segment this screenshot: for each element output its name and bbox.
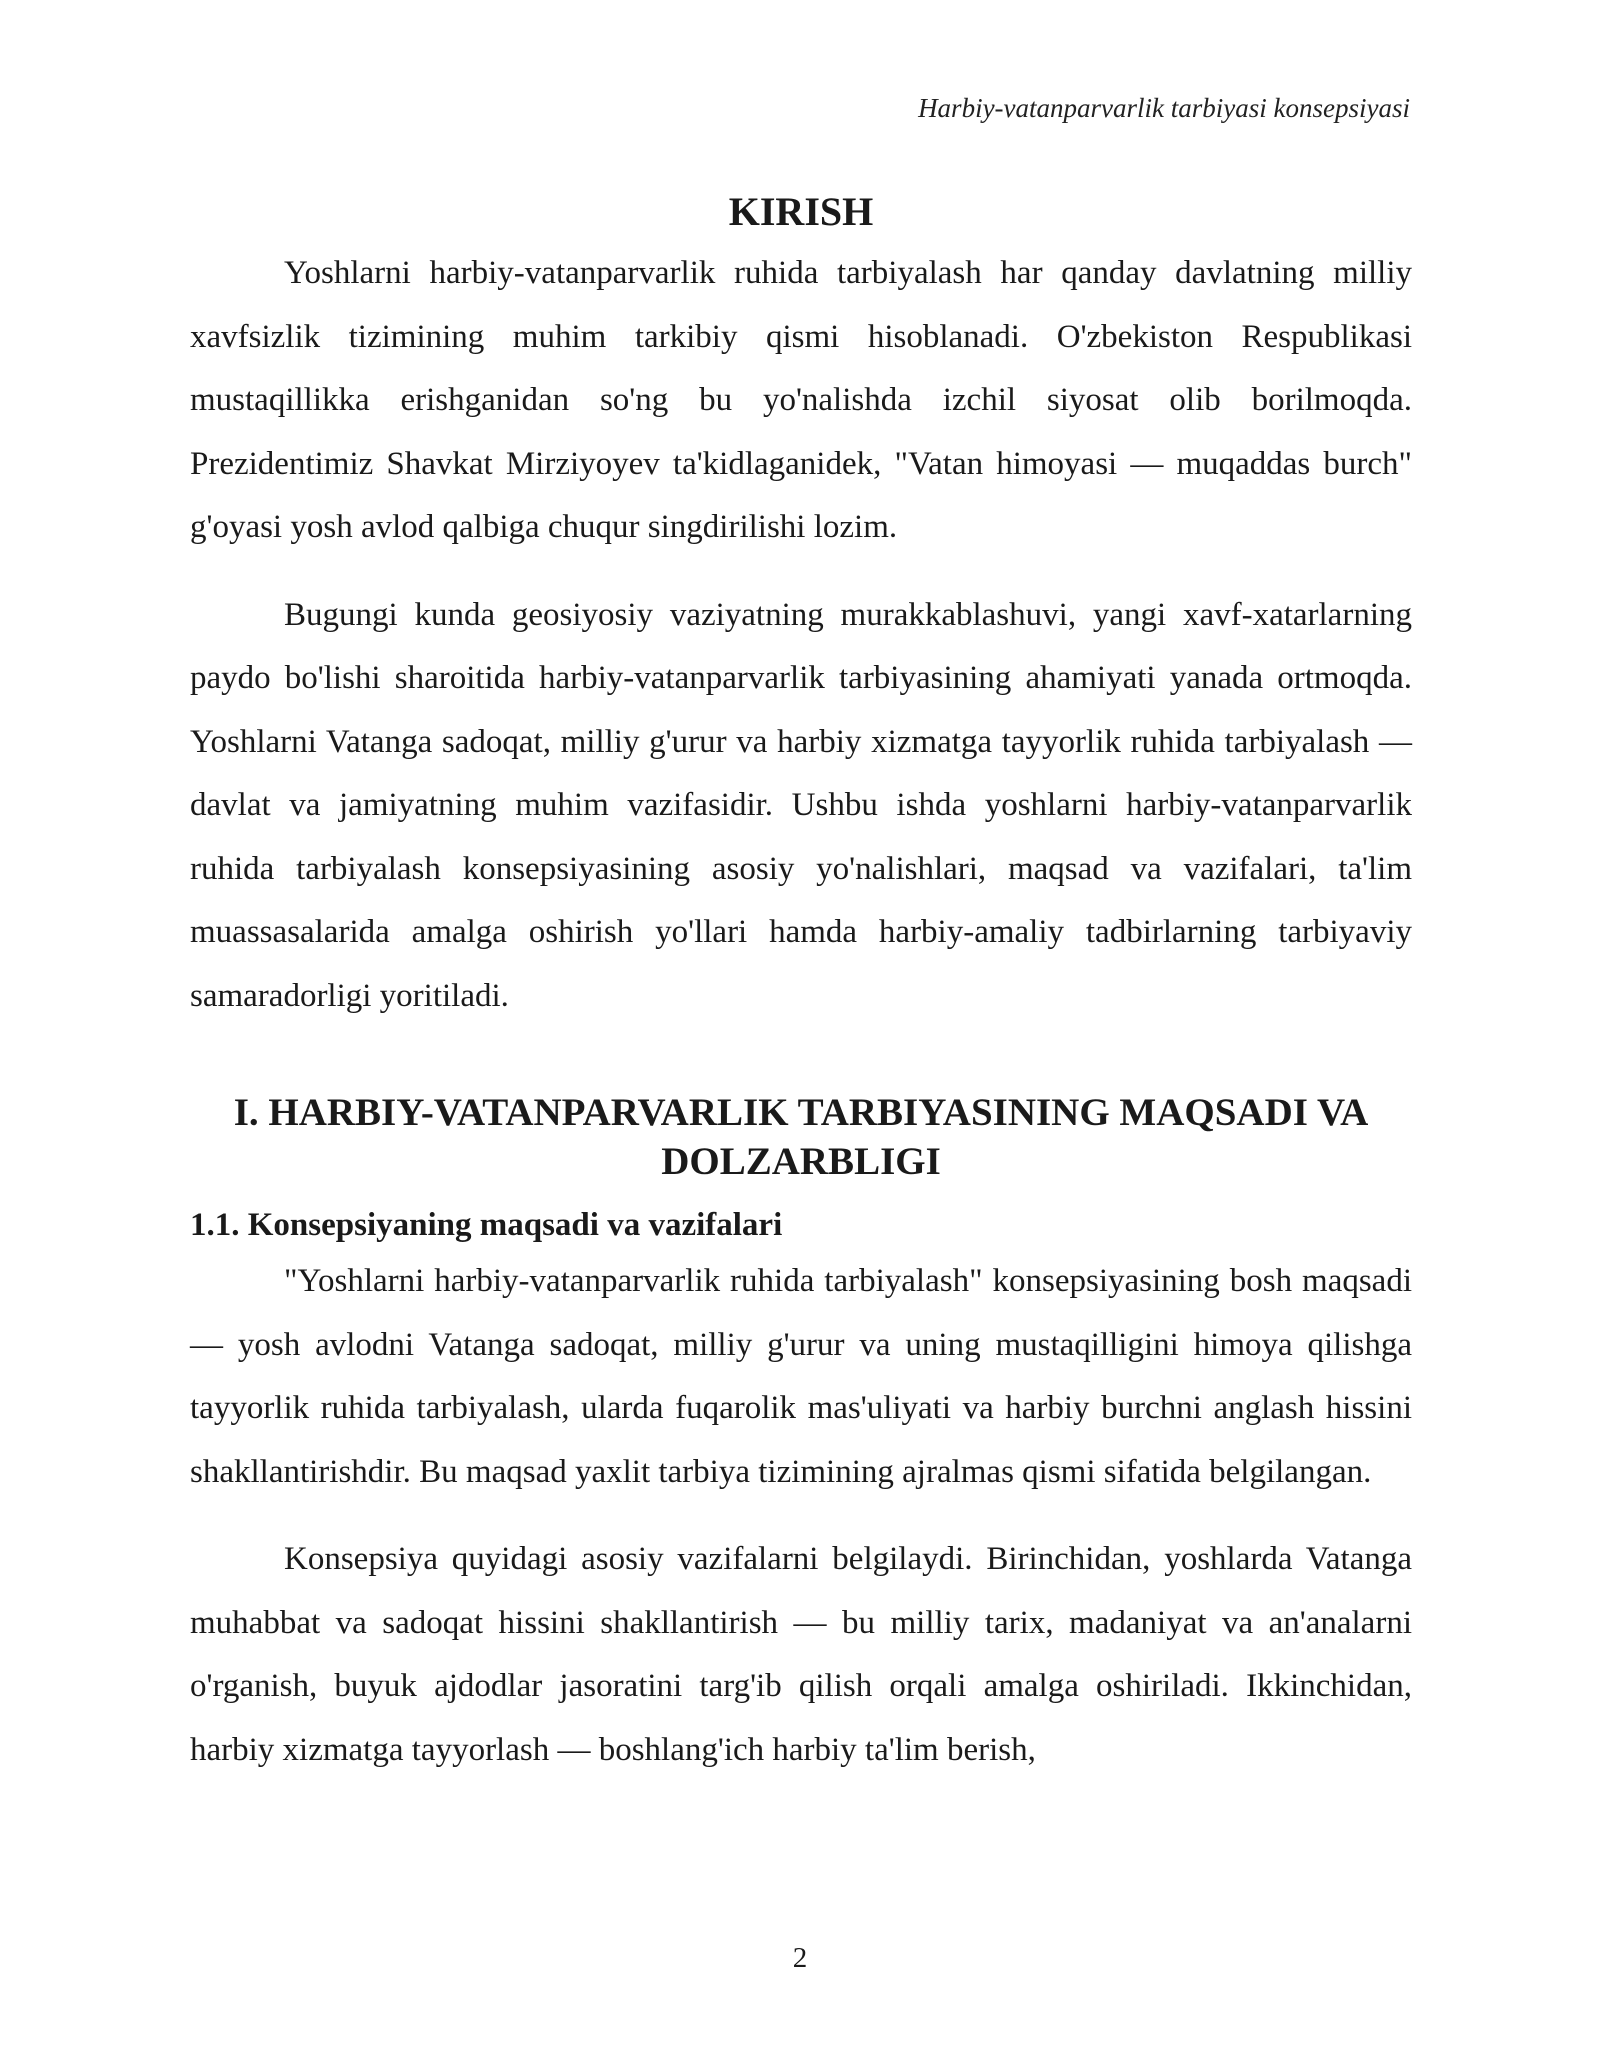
intro-paragraph-1: Yoshlarni harbiy-vatanparvarlik ruhida tarbiyalash har qanday davlatning milliy xavfsizlik tizimining muhim tarkibiy qismi hisoblanadi. O'zbekiston Respublikasi mustaqillikka erishganidan so'ng bu yo'nalishda izchil siyosat olib borilmoqda. Prezidentimiz Shavkat Mirziyoyev ta'kidlaganidek, "Vatan himoyasi — muqaddas burch" g'oyasi yosh avlod qalbiga chuqur singdirilishi lozim. [190, 255, 1412, 545]
page-number: 2 [792, 1942, 808, 1974]
page-content [190, 186, 1412, 1782]
subsection-paragraph-1: "Yoshlarni harbiy-vatanparvarlik ruhida tarbiyalash" konsepsiyasining bosh maqsadi — yosh avlodni Vatanga sadoqat, milliy g'urur va uning mustaqilligini himoya qilishga tayyorlik ruhida tarbiyalash, ularda fuqarolik mas'uliyati va harbiy burchni anglash hissini shakllantirishdir. Bu maqsad yaxlit tarbiya tizimining ajralmas qismi sifatida belgilangan. [190, 1263, 1412, 1490]
subsection-heading: 1.1. Konsepsiyaning maqsadi va vazifalari [190, 1207, 783, 1243]
section-heading: I. HARBIY-VATANPARVARLIK TARBIYASINING MAQSADI VA DOLZARBLIGI [233, 1091, 1369, 1183]
running-header: Harbiy-vatanparvarlik tarbiyasi konsepsiyasi [918, 93, 1410, 123]
subsection-paragraph-2: Konsepsiya quyidagi asosiy vazifalarni belgilaydi. Birinchidan, yoshlarda Vatanga muhabbat va sadoqat hissini shakllantirish — bu milliy tarix, madaniyat va an'analarni o'rganish, buyuk ajdodlar jasoratini targ'ib qilish orqali amalga oshiriladi. Ikkinchidan, harbiy xizmatga tayyorlash — boshlang'ich harbiy ta'lim berish, [190, 1541, 1412, 1768]
intro-paragraph-2: Bugungi kunda geosiyosiy vaziyatning murakkablashuvi, yangi xavf-xatarlarning paydo bo'lishi sharoitida harbiy-vatanparvarlik tarbiyasining ahamiyati yanada ortmoqda. Yoshlarni Vatanga sadoqat, milliy g'urur va harbiy xizmatga tayyorlik ruhida tarbiyalash — davlat va jamiyatning muhim vazifasidir. Ushbu ishda yoshlarni harbiy-vatanparvarlik ruhida tarbiyalash konsepsiyasining asosiy yo'nalishlari, maqsad va vazifalari, ta'lim muassasalarida amalga oshirish yo'llari hamda harbiy-amaliy tadbirlarning tarbiyaviy samaradorligi yoritiladi. [190, 596, 1412, 1014]
intro-title: KIRISH [728, 189, 874, 234]
